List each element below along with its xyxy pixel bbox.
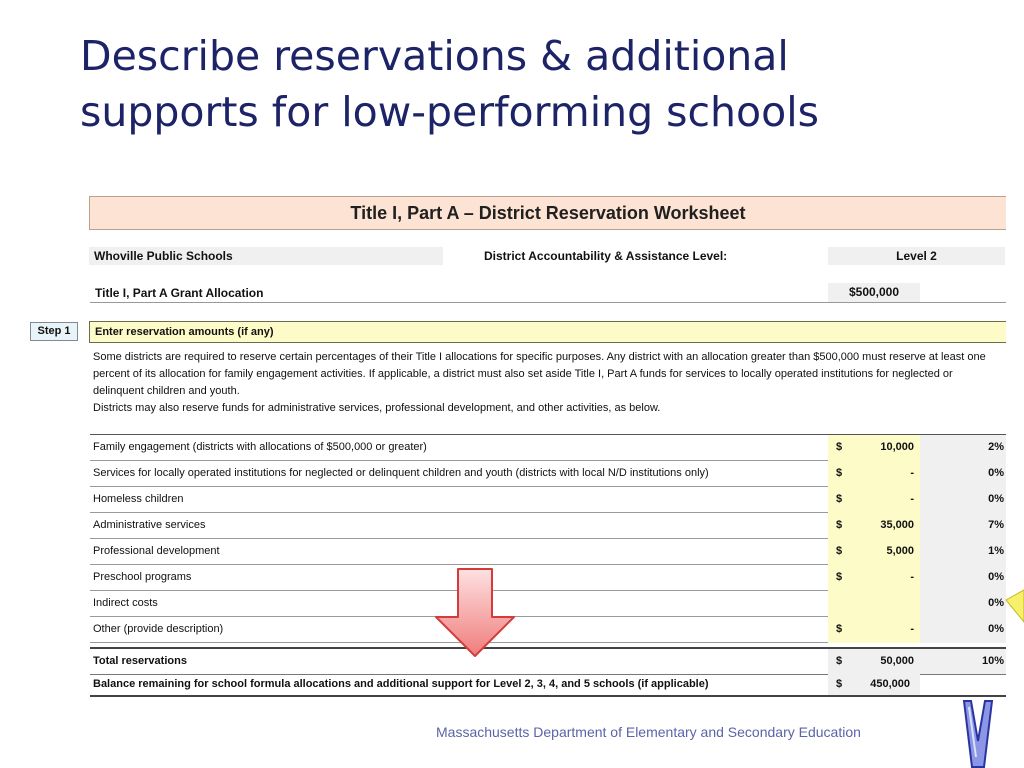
- table-row: [90, 539, 1006, 565]
- currency-symbol: $: [836, 467, 843, 479]
- instructions-paragraph: Some districts are required to reserve certain percentages of their Title I allocations for specific purposes. Any district with an allocation greater than $500,000 must reserve at least one percent of its allocation for family engagement activities. If applicable, a district must also set aside Title I, Part A funds for services to locally operated institutions for neglected or delinquent children and youth.: [93, 351, 986, 397]
- amount-value: 10,000: [880, 441, 914, 453]
- total-amount-cell: [828, 649, 920, 674]
- percent-value: 0%: [988, 597, 1004, 609]
- percent-value: 7%: [988, 519, 1004, 531]
- amount-input[interactable]: [828, 591, 920, 617]
- allocation-underline: [90, 302, 1006, 303]
- amount-input[interactable]: [828, 617, 920, 643]
- step-badge: Step 1: [30, 322, 78, 341]
- accountability-level-cell: Level 2: [828, 247, 1005, 265]
- table-row: [90, 435, 1006, 461]
- table-row: [90, 487, 1006, 513]
- percent-cell: [920, 591, 1006, 617]
- amount-value: -: [910, 467, 914, 479]
- currency-symbol: $: [836, 571, 843, 583]
- logo-mark-icon: [958, 697, 998, 768]
- row-label: Professional development: [93, 545, 220, 557]
- percent-value: 0%: [988, 493, 1004, 505]
- amount-input[interactable]: [828, 487, 920, 513]
- pointer-triangle-icon: [1004, 588, 1024, 624]
- currency-symbol: $: [836, 678, 843, 690]
- allocation-label: Title I, Part A Grant Allocation: [95, 286, 264, 300]
- amount-input[interactable]: [828, 565, 920, 591]
- row-label: Indirect costs: [93, 597, 158, 609]
- currency-symbol: $: [836, 655, 843, 667]
- amount-value: 5,000: [886, 545, 914, 557]
- slide-title: Describe reservations & additional supports for low-performing schools: [80, 32, 819, 136]
- currency-symbol: $: [836, 545, 843, 557]
- percent-cell: [920, 565, 1006, 591]
- step-heading: Enter reservation amounts (if any): [89, 321, 1006, 343]
- table-row: [90, 565, 1006, 591]
- table-row: [90, 617, 1006, 643]
- table-row: [90, 461, 1006, 487]
- instructions-paragraph: Districts may also reserve funds for administrative services, professional development, and other activities, as below.: [93, 402, 661, 414]
- amount-input[interactable]: [828, 513, 920, 539]
- balance-label: Balance remaining for school formula allocations and additional support for Level 2, 3, 4, and 5 schools (if applicable): [93, 678, 709, 690]
- percent-cell: [920, 435, 1006, 461]
- percent-cell: [920, 539, 1006, 565]
- district-name-cell: Whoville Public Schools: [89, 247, 443, 265]
- row-label: Homeless children: [93, 493, 184, 505]
- row-label: Family engagement (districts with allocations of $500,000 or greater): [93, 441, 427, 453]
- percent-value: 1%: [988, 545, 1004, 557]
- percent-value: 0%: [988, 623, 1004, 635]
- worksheet-title: Title I, Part A – District Reservation Worksheet: [89, 196, 1006, 230]
- percent-cell: [920, 513, 1006, 539]
- percent-value: 2%: [988, 441, 1004, 453]
- row-label: Preschool programs: [93, 571, 192, 583]
- balance-amount-cell: [828, 673, 920, 695]
- currency-symbol: $: [836, 493, 843, 505]
- table-row: [90, 513, 1006, 539]
- reservation-table: [90, 434, 1006, 643]
- amount-input[interactable]: [828, 461, 920, 487]
- percent-value: 0%: [988, 571, 1004, 583]
- amount-input[interactable]: [828, 539, 920, 565]
- row-label: Services for locally operated institutions for neglected or delinquent children and youth (districts with local N/D institutions only): [93, 467, 709, 479]
- amount-value: -: [910, 493, 914, 505]
- total-label: Total reservations: [93, 655, 187, 667]
- balance-amount: 450,000: [870, 678, 910, 690]
- total-amount: 50,000: [880, 655, 914, 667]
- amount-value: -: [910, 571, 914, 583]
- table-row: [90, 591, 1006, 617]
- total-reservations-row: [90, 647, 1006, 675]
- down-arrow-icon: [432, 567, 518, 659]
- total-percent: 10%: [920, 649, 1006, 674]
- accountability-label: District Accountability & Assistance Level:: [484, 249, 728, 263]
- currency-symbol: $: [836, 441, 843, 453]
- instructions: [93, 349, 1005, 417]
- footer-organization: Massachusetts Department of Elementary and Secondary Education: [436, 724, 861, 740]
- percent-cell: [920, 617, 1006, 643]
- balance-remaining-row: [90, 673, 1006, 697]
- amount-value: -: [910, 623, 914, 635]
- amount-value: 35,000: [880, 519, 914, 531]
- percent-cell: [920, 461, 1006, 487]
- row-label: Other (provide description): [93, 623, 224, 635]
- currency-symbol: $: [836, 519, 843, 531]
- currency-symbol: $: [836, 623, 843, 635]
- percent-value: 0%: [988, 467, 1004, 479]
- percent-cell: [920, 487, 1006, 513]
- allocation-value-cell: $500,000: [828, 283, 920, 302]
- row-label: Administrative services: [93, 519, 206, 531]
- amount-input[interactable]: [828, 435, 920, 461]
